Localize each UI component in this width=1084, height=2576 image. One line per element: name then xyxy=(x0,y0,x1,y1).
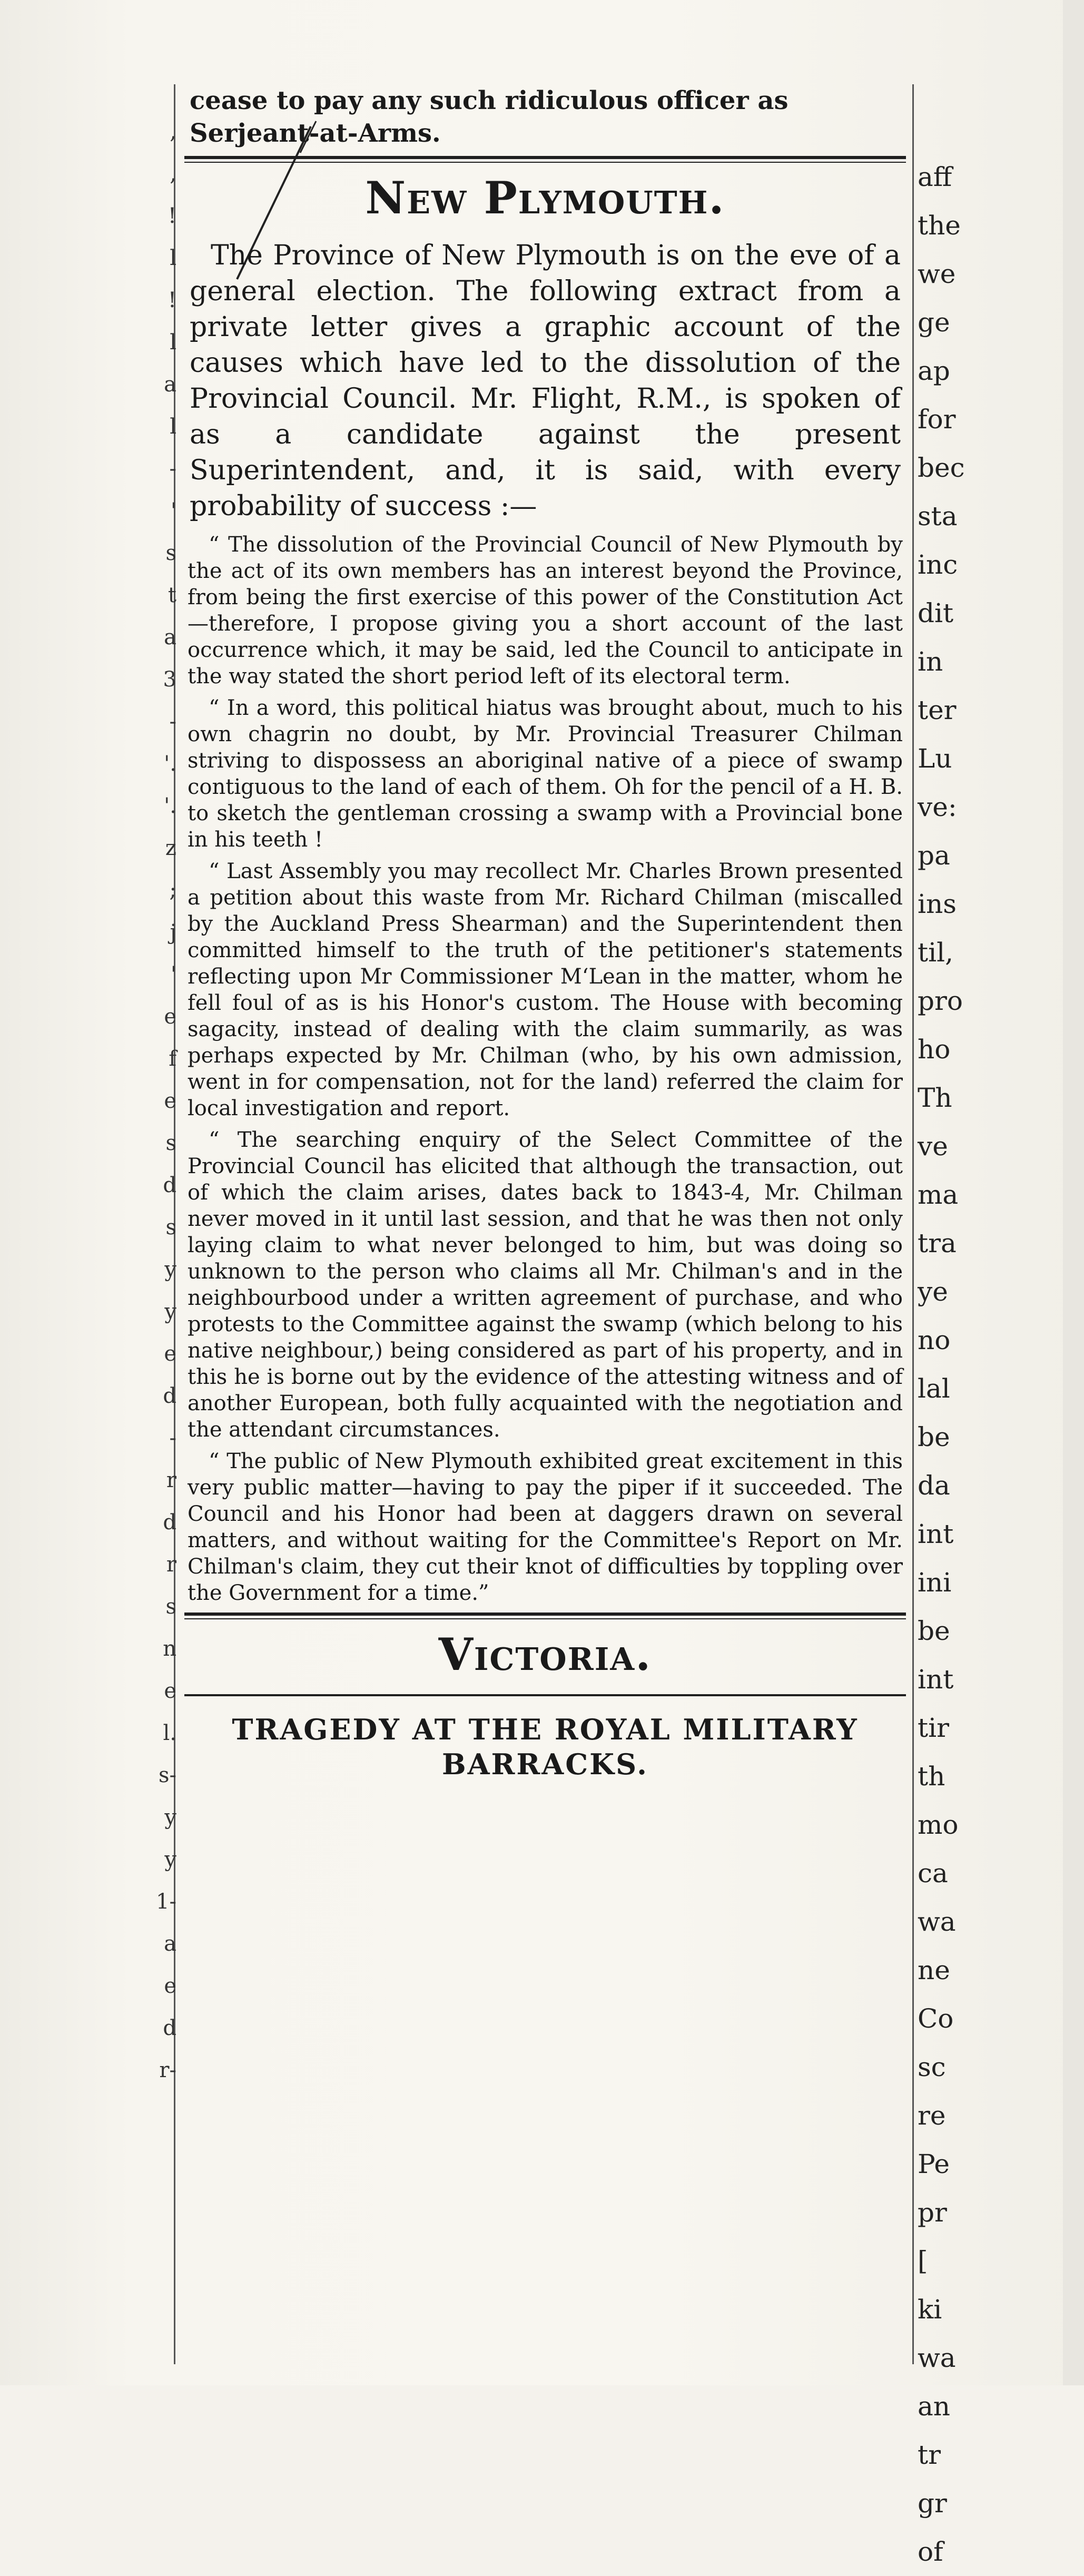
right-fragment: sta xyxy=(918,501,958,532)
left-fragment: d xyxy=(163,1384,176,1408)
right-fragment: int xyxy=(918,1664,954,1695)
left-fragment: - xyxy=(169,1426,176,1450)
right-fragment: wa xyxy=(918,1906,956,1937)
right-fragment: til, xyxy=(918,937,953,968)
left-fragment: s xyxy=(165,1215,176,1240)
right-fragment: be xyxy=(918,1422,950,1452)
right-fragment: da xyxy=(918,1470,950,1501)
letter-paragraph-3: “ Last Assembly you may recollect Mr. Charles Brown presented a petition about this waste from Mr. Richard Chilman (miscalled by the Auckland Press Shearman) and the Superintendent then committed himself to the truth of the petitioner's statements reflecting upon Mr Commissioner M‘Lean in the matter, whom he fell foul of as is his Honor's custom. The House with becoming sagacity, instead of dealing with the claim summarily, as was perhaps expected by Mr. Chilman (who, by his own admission, went in for compensation, not for the land) referred the claim for local investigation and report. xyxy=(188,859,903,1120)
left-fragment: e xyxy=(164,1974,176,1998)
right-fragment: ca xyxy=(918,1858,948,1889)
right-fragment: for xyxy=(918,404,956,435)
left-fragment: ; xyxy=(169,878,176,902)
right-fragment: pro xyxy=(918,986,963,1016)
previous-article-continuation: cease to pay any such ridiculous officer as Serjeant-at-Arms. xyxy=(190,86,789,148)
left-fragment: '. xyxy=(164,752,176,776)
right-fragment: re xyxy=(918,2100,946,2131)
right-fragment: tr xyxy=(918,2440,941,2470)
right-fragment: the xyxy=(918,210,961,241)
left-fragment: '. xyxy=(164,794,176,818)
left-fragment: l xyxy=(170,246,176,270)
right-fragment: inc xyxy=(918,549,958,580)
left-fragment: ! xyxy=(167,288,176,312)
left-fragment: ! xyxy=(167,204,176,228)
article-column xyxy=(184,84,906,1782)
left-fragment: , xyxy=(170,120,176,144)
right-fragment: no xyxy=(918,1325,951,1355)
left-fragment: d xyxy=(163,1510,176,1535)
right-fragment: ho xyxy=(918,1034,951,1065)
left-fragment: d xyxy=(163,1173,176,1197)
section-divider xyxy=(184,1613,906,1619)
right-fragment: Lu xyxy=(918,743,952,774)
right-fragment: pa xyxy=(918,840,950,871)
right-fragment: ki xyxy=(918,2294,942,2325)
left-fragment: e xyxy=(164,1342,176,1366)
right-fragment: ve: xyxy=(918,792,957,822)
right-fragment: we xyxy=(918,259,956,289)
left-column-fragments xyxy=(134,111,176,2323)
right-fragment: in xyxy=(918,646,943,677)
left-fragment: z xyxy=(165,836,176,860)
left-fragment: ' xyxy=(171,499,176,523)
letter-paragraph-5: “ The public of New Plymouth exhibited great excitement in this very public matter—having to pay the piper if it succeeded. The Council and his Honor had been at daggers drawn on several matters, and without waiting for the Committee's Report on Mr. Chilman's claim, they cut their knot of difficulties by toppling over the Government for a time.” xyxy=(188,1449,903,1605)
right-fragment: ne xyxy=(918,1955,950,1985)
section-heading-new-plymouth: New Plymouth. xyxy=(365,172,725,224)
right-fragment: pr xyxy=(918,2197,947,2228)
right-fragment: th xyxy=(918,1761,945,1792)
article-headline: TRAGEDY AT THE ROYAL MILITARY BARRACKS. xyxy=(232,1713,859,1781)
right-fragment: of xyxy=(918,2536,943,2567)
intro-paragraph: The Province of New Plymouth is on the eve of a general election. The following extract from a private letter gives a graphic account of the causes which have led to the dissolution of the Provincial Council. Mr. Flight, R.M., is spoken of as a candidate against the present Superintendent, and, it is said, with every probability of success :— xyxy=(190,240,901,522)
left-fragment: - xyxy=(169,457,176,481)
right-fragment: tir xyxy=(918,1713,949,1743)
left-fragment: n xyxy=(163,1637,176,1661)
left-fragment: l xyxy=(170,415,176,439)
left-fragment: y xyxy=(164,1847,176,1872)
right-fragment: bec xyxy=(918,453,965,483)
right-column-rule xyxy=(912,84,914,2364)
right-fragment: ge xyxy=(918,307,950,338)
right-fragment: tra xyxy=(918,1228,957,1258)
letter-paragraph-2: “ In a word, this political hiatus was brought about, much to his own chagrin no doubt, by Mr. Provincial Treasurer Chilman striving to dispossess an aboriginal native of a piece of swamp contiguous to the land of each of them. Oh for the pencil of a H. B. to sketch the gentleman crossing a swamp with a Provincial bone in his teeth ! xyxy=(188,696,903,852)
right-fragment: ini xyxy=(918,1567,952,1598)
headline-divider xyxy=(184,1694,906,1696)
letter-paragraph-1: “ The dissolution of the Provincial Council of New Plymouth by the act of its own members has an interest beyond the Province, from being the first exercise of this power of the Constitution Act—therefore, I propose giving you a short account of the last occurrence which, it may be said, led the Council to anticipate in the way stated the short period left of its electoral term. xyxy=(188,533,903,689)
left-fragment: e xyxy=(164,1089,176,1113)
left-fragment: s xyxy=(165,1595,176,1619)
left-fragment: a xyxy=(164,1932,176,1956)
left-fragment: f xyxy=(169,1047,176,1071)
left-fragment: a xyxy=(164,625,176,650)
left-fragment: a xyxy=(164,372,176,397)
left-fragment: e xyxy=(164,1005,176,1029)
section-divider xyxy=(184,156,906,163)
left-fragment: e xyxy=(164,1679,176,1703)
right-fragment: ve xyxy=(918,1131,948,1162)
right-fragment: sc xyxy=(918,2052,946,2082)
right-fragment: [ xyxy=(918,2246,928,2276)
right-fragment: ye xyxy=(918,1276,948,1307)
right-fragment: Co xyxy=(918,2003,954,2034)
right-fragment: dit xyxy=(918,598,954,628)
left-fragment: t xyxy=(167,583,176,607)
left-fragment: y xyxy=(164,1805,176,1830)
left-fragment: y xyxy=(164,1300,176,1324)
right-fragment: ma xyxy=(918,1179,959,1210)
right-fragment: Pe xyxy=(918,2149,950,2179)
left-fragment: y xyxy=(164,1257,176,1282)
left-fragment: r xyxy=(166,1552,176,1577)
right-column-fragments xyxy=(918,153,981,2567)
right-fragment: lal xyxy=(918,1373,950,1404)
right-fragment: mo xyxy=(918,1810,959,1840)
right-fragment: gr xyxy=(918,2488,947,2519)
right-fragment: Th xyxy=(918,1083,952,1113)
page-edge xyxy=(1063,0,1084,2385)
right-fragment: be xyxy=(918,1616,950,1646)
left-fragment: s xyxy=(165,541,176,565)
right-fragment: int xyxy=(918,1519,954,1549)
left-fragment: d xyxy=(163,2016,176,2040)
left-fragment: , xyxy=(170,162,176,186)
left-fragment: l xyxy=(170,330,176,355)
left-fragment: r- xyxy=(159,2058,176,2082)
right-fragment: aff xyxy=(918,162,952,192)
right-fragment: wa xyxy=(918,2343,956,2373)
right-fragment: ter xyxy=(918,695,957,725)
left-fragment: - xyxy=(169,710,176,734)
letter-paragraph-4: “ The searching enquiry of the Select Committee of the Provincial Council has elicited that although the transaction, out of which the claim arises, dates back to 1843-4, Mr. Chilman never moved in it until last session, and that he was then not only laying claim to what never belonged to him, but was doing so unknown to the person who claims all Mr. Chilman's and in the neighbourbood under a written agreement of purchase, and who protests to the Committee against the swamp (which belong to his native neighbour,) being considered as part of his property, and in this he is borne out by the evidence of the attesting witness and of another European, both fully acquainted with the negotiation and the attendant circumstances. xyxy=(188,1128,903,1442)
left-fragment: s xyxy=(165,1131,176,1155)
right-fragment: ins xyxy=(918,889,957,919)
right-fragment: an xyxy=(918,2391,951,2422)
section-heading-victoria: Victoria. xyxy=(438,1628,652,1680)
left-fragment: 1- xyxy=(156,1890,176,1914)
left-fragment: 3 xyxy=(163,667,176,692)
left-fragment: j xyxy=(170,920,176,945)
left-fragment: s- xyxy=(158,1763,176,1787)
left-fragment: r xyxy=(166,1468,176,1492)
right-fragment: ap xyxy=(918,356,950,386)
left-fragment: l. xyxy=(163,1721,176,1745)
left-fragment: ' xyxy=(171,962,176,987)
